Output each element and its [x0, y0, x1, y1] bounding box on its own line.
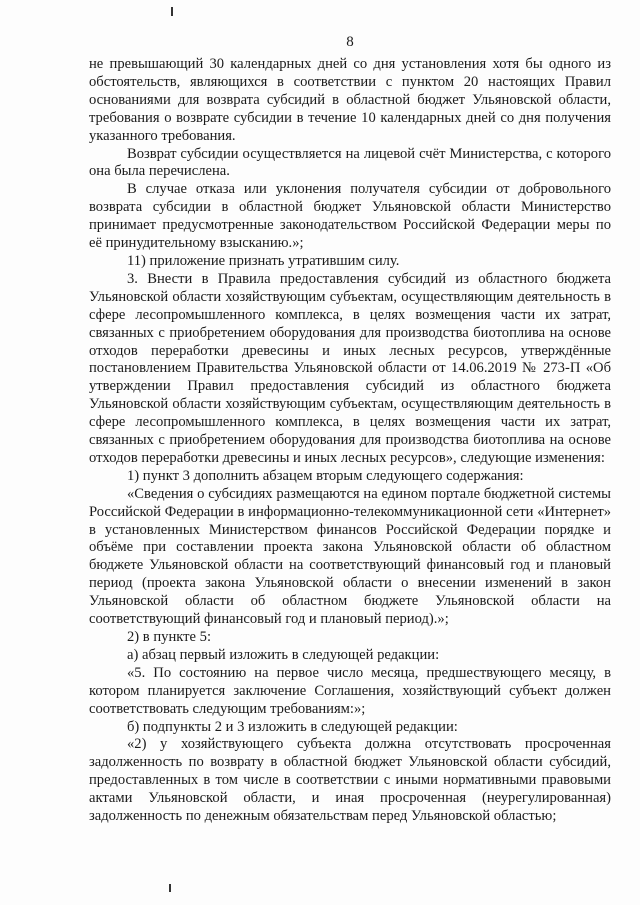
paragraph: «2) у хозяйствующего субъекта должна отсутствовать просроченная задолженность по возврату в областной бюджет Ульяновской области субсидий, предоставленных в том числе в соответствии с иными нормативными правовыми актами Ульяновской области, и иная просроченная (неурегулированная) задолженность по денежным обязательствам перед Ульяновской областью;: [89, 736, 611, 825]
paragraph: 2) в пункте 5:: [127, 629, 212, 645]
paragraph: В случае отказа или уклонения получателя субсидии от добровольного возврата субсидии в областной бюджет Ульяновской области Министерство принимает предусмотренные законодательством Российской Федерации меры по её принудительному взысканию.»;: [89, 181, 611, 252]
paragraph: «5. По состоянию на первое число месяца, предшествующего месяцу, в котором планируется заключение Соглашения, хозяйствующий субъект должен соответствовать следующим требованиям:»;: [89, 664, 611, 717]
page-number: 8: [346, 34, 354, 50]
paragraph: 1) пункт 3 дополнить абзацем вторым следующего содержания:: [127, 467, 524, 484]
paragraph: 11) приложение признать утратившим силу.: [127, 252, 400, 269]
paragraph: а) абзац первый изложить в следующей редакции:: [127, 646, 440, 663]
paragraph: б) подпункты 2 и 3 изложить в следующей редакции:: [127, 718, 458, 735]
paragraph: Возврат субсидии осуществляется на лицевой счёт Министерства, с которого она была перечислена.: [89, 145, 611, 180]
paragraph: 3. Внести в Правила предоставления субсидий из областного бюджета Ульяновской области хозяйствующим субъектам, осуществляющим деятельность в сфере лесопромышленного комплекса, в целях возмещения части их затрат, связанных с приобретением оборудования для производства биотоплива на основе отходов переработки древесины и иных лесных ресурсов, утверждённые постановлением Правительства Ульяновской области от 14.06.2019 № 273-П «Об утверждении Правил предоставления субсидий из областного бюджета Ульяновской области хозяйствующим субъектам, осуществляющим деятельность в сфере лесопромышленного комплекса, в целях возмещения части их затрат, связанных с приобретением оборудования для производства биотоплива на основе отходов переработки древесины и иных лесных ресурсов», следующие изменения:: [89, 270, 611, 466]
document-body: [89, 56, 611, 826]
paragraph: «Сведения о субсидиях размещаются на едином портале бюджетной системы Российской Федерации в информационно-телекоммуникационной сети «Интернет» в установленных Министерством финансов Российской Федерации порядке и объёме при составлении проекта закона Ульяновской области об областном бюджете Ульяновской области на соответствующий финансовый год и плановый период (проекта закона Ульяновской области о внесении изменений в закон Ульяновской области об областном бюджете Ульяновской области на соответствующий финансовый год и плановый период).»;: [89, 485, 611, 628]
paragraph: не превышающий 30 календарных дней со дня установления хотя бы одного из обстоятельств, являющихся в соответствии с пунктом 20 настоящих Правил основаниями для возврата субсидий в областной бюджет Ульяновской области, требования о возврате субсидии в течение 10 календарных дней со дня получения указанного требования.: [89, 56, 611, 144]
scan-mark-top: [171, 7, 173, 16]
scan-mark-bottom: [169, 884, 171, 892]
